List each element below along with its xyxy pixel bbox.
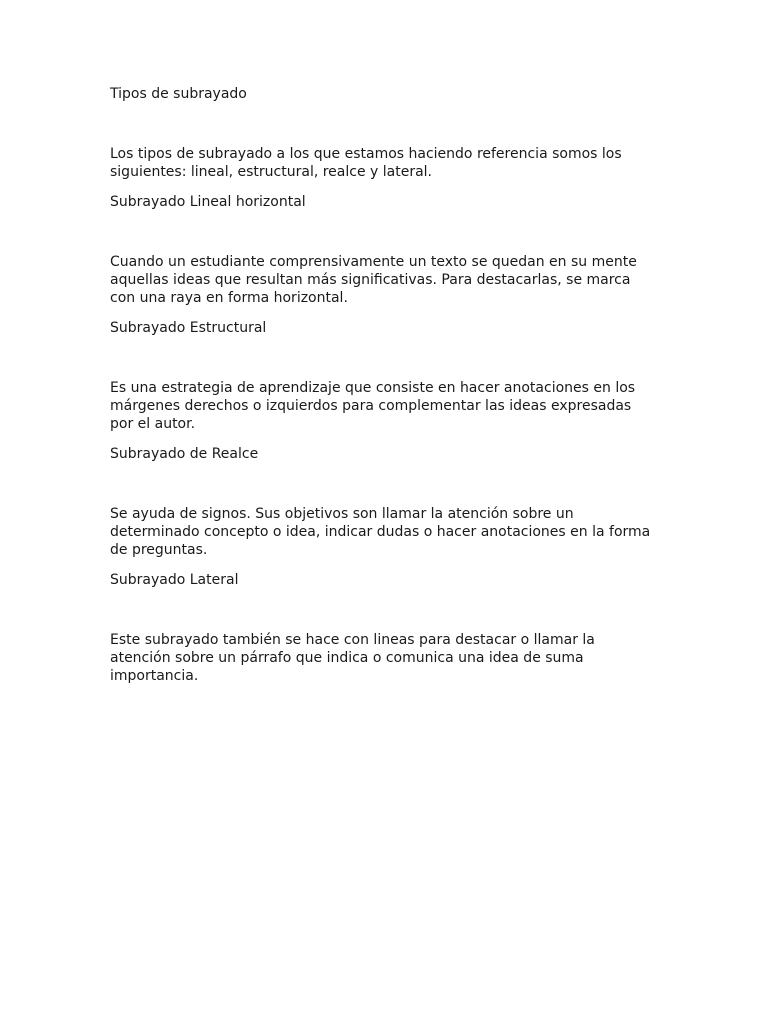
section-body-realce-line-1: Se ayuda de signos. Sus objetivos son llamar la atención sobre un bbox=[110, 506, 574, 522]
section-heading-lateral: Subrayado Lateral bbox=[110, 572, 239, 588]
document-title: Tipos de subrayado bbox=[110, 86, 247, 102]
section-body-lateral-line-3: importancia. bbox=[110, 668, 199, 684]
section-body-realce-line-2: determinado concepto o idea, indicar dudas o hacer anotaciones en la forma bbox=[110, 524, 651, 540]
section-heading-lineal: Subrayado Lineal horizontal bbox=[110, 194, 306, 210]
section-body-lateral-line-1: Este subrayado también se hace con lineas para destacar o llamar la bbox=[110, 632, 595, 648]
intro-line-1: Los tipos de subrayado a los que estamos haciendo referencia somos los bbox=[110, 146, 622, 162]
section-body-lineal-line-1: Cuando un estudiante comprensivamente un texto se quedan en su mente bbox=[110, 254, 637, 270]
section-body-lateral-line-2: atención sobre un párrafo que indica o comunica una idea de suma bbox=[110, 650, 584, 666]
section-body-estructural-line-1: Es una estrategia de aprendizaje que consiste en hacer anotaciones en los bbox=[110, 380, 636, 396]
section-body-estructural-line-2: márgenes derechos o izquierdos para complementar las ideas expresadas bbox=[110, 398, 632, 414]
section-heading-realce: Subrayado de Realce bbox=[110, 446, 259, 462]
section-body-realce-line-3: de preguntas. bbox=[110, 542, 208, 558]
section-heading-estructural: Subrayado Estructural bbox=[110, 320, 267, 336]
intro-line-2: siguientes: lineal, estructural, realce y lateral. bbox=[110, 164, 432, 180]
section-body-estructural-line-3: por el autor. bbox=[110, 416, 196, 432]
section-body-lineal-line-2: aquellas ideas que resultan más significativas. Para destacarlas, se marca bbox=[110, 272, 631, 288]
section-body-lineal-line-3: con una raya en forma horizontal. bbox=[110, 290, 348, 306]
